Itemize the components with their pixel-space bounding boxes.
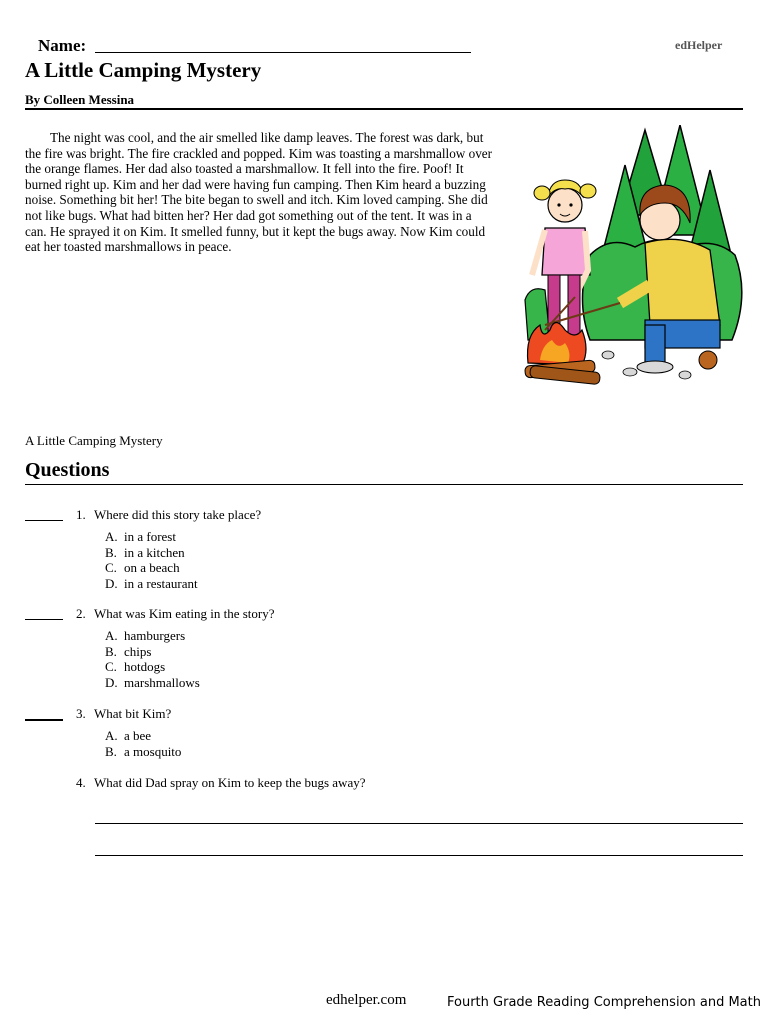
- question-number: 4.: [76, 775, 86, 790]
- story-byline: By Colleen Messina: [25, 92, 135, 107]
- answer-option[interactable]: D. marshmallows: [105, 674, 200, 690]
- question-text: Where did this story take place?: [94, 507, 262, 522]
- answer-options: [105, 628, 200, 690]
- brand-logo-text: edHelper: [675, 38, 723, 52]
- story-title: A Little Camping Mystery: [25, 58, 262, 82]
- answer-options: [105, 728, 181, 759]
- questions-heading: Questions: [25, 459, 110, 481]
- footer-grade-label: Fourth Grade Reading Comprehension and Math: [447, 995, 761, 1010]
- camping-illustration: [520, 125, 746, 387]
- questions-divider: [25, 484, 743, 485]
- written-answer-line-2[interactable]: [95, 855, 743, 856]
- answer-option[interactable]: C. hotdogs: [105, 659, 166, 674]
- name-blank-line[interactable]: [95, 52, 471, 53]
- answer-blank-2[interactable]: [25, 619, 63, 620]
- question-number: 3.: [76, 706, 86, 721]
- answer-option[interactable]: B. a mosquito: [105, 743, 182, 759]
- footer-site: edhelper.com: [326, 992, 407, 1008]
- answer-option[interactable]: D. in a restaurant: [105, 575, 198, 591]
- question-text: What did Dad spray on Kim to keep the bugs away?: [94, 775, 366, 790]
- answer-blank-3[interactable]: [25, 719, 63, 721]
- written-answer-line-1[interactable]: [95, 823, 743, 824]
- question-number: 1.: [76, 507, 86, 522]
- answer-option[interactable]: B. in a kitchen: [105, 544, 185, 560]
- name-label: Name:: [38, 36, 87, 55]
- header-divider: [25, 108, 743, 110]
- story-text: The night was cool, and the air smelled like damp leaves. The forest was dark, but the fire was bright. The fire crackled and popped. Kim was toasting a marshmallow over the orange flames. Her dad also toasted a marshmallow. It fell into the fire. Poof! It burned right up. Kim and her dad were having fun camping. Then Kim heard a buzzing noise. Something bit her! The bite began to swell and itch. Kim loved camping. She did not like bugs. What had bitten her? Her dad got something out of the tent. It was in a can. He sprayed it on Kim. It smelled funny, but it kept the bugs away. Now Kim could eat her toasted marshmallows in peace.: [25, 130, 493, 255]
- question-text: What bit Kim?: [94, 706, 172, 721]
- answer-option[interactable]: A. hamburgers: [105, 628, 186, 643]
- answer-option[interactable]: A. a bee: [105, 728, 152, 743]
- answer-option[interactable]: C. on a beach: [105, 560, 180, 575]
- answer-blank-1[interactable]: [25, 520, 63, 521]
- answer-options: [105, 529, 198, 591]
- answer-option[interactable]: A. in a forest: [105, 529, 176, 544]
- question-number: 2.: [76, 606, 86, 621]
- questions-story-title: A Little Camping Mystery: [25, 433, 163, 448]
- question-text: What was Kim eating in the story?: [94, 606, 275, 621]
- answer-option[interactable]: B. chips: [105, 643, 152, 659]
